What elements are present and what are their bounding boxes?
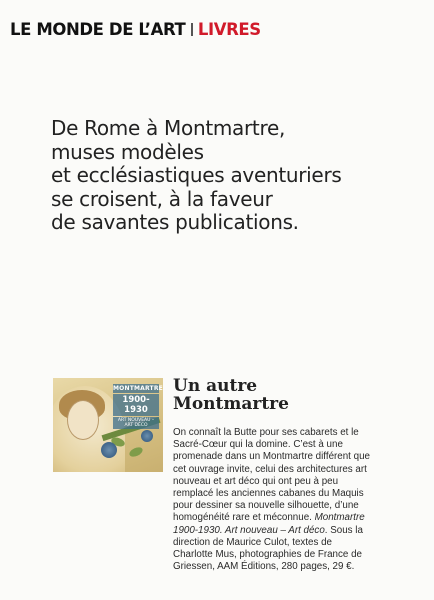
body-text: . Sous la — [324, 524, 363, 536]
body-line — [173, 500, 413, 512]
body-text: On connaît la Butte pour ses cabarets et le — [173, 427, 359, 438]
article-title-line: Montmartre — [173, 394, 289, 414]
cover-leaf — [128, 445, 144, 458]
body-text: Charlotte Mus, photographies de France de — [173, 549, 362, 561]
book-cover-image — [53, 378, 163, 472]
body-line — [173, 427, 413, 439]
lead-line: et ecclésiastiques aventuriers — [51, 163, 342, 187]
lead-line: de savantes publications. — [51, 210, 299, 234]
lead-paragraph — [51, 117, 411, 235]
book-title-italic: 1900-1930. Art nouveau – Art déco — [173, 524, 325, 536]
lead-line: muses modèles — [51, 139, 204, 164]
body-line — [173, 451, 413, 463]
body-text: Sacré-Cœur qui la domine. C’est à une — [173, 439, 343, 451]
body-text: direction de Maurice Culot, textes de — [173, 536, 333, 548]
cover-title-line2: 1900-1930 — [113, 394, 159, 416]
article-title-line: Un autre — [173, 376, 258, 396]
body-line — [173, 439, 413, 451]
body-line — [173, 464, 413, 476]
article-body — [173, 427, 413, 573]
body-text: nouveau et art déco qui ont peu à peu — [173, 475, 339, 487]
body-line — [173, 512, 413, 524]
body-line — [173, 537, 413, 549]
body-text: Griessen, AAM Éditions, 280 pages, 29 €. — [173, 561, 355, 573]
cover-title-line3: ART NOUVEAU – ART DÉCO — [113, 417, 159, 429]
section-header — [10, 20, 261, 40]
book-title-italic: Montmartre — [314, 512, 365, 524]
body-text: remplacé les anciennes cabanes du Maquis — [173, 488, 364, 500]
article-title — [173, 377, 403, 413]
section-label: LIVRES — [197, 20, 261, 39]
rubric-label: LE MONDE DE L’ART — [10, 20, 186, 39]
lead-line: se croisent, à la faveur — [51, 186, 273, 211]
body-line — [173, 488, 413, 500]
cover-flower — [141, 430, 153, 442]
cover-title-block — [113, 384, 163, 429]
lead-line: De Rome à Montmartre, — [51, 116, 286, 140]
body-text: promenade dans un Montmartre différent que — [173, 451, 370, 463]
body-line — [173, 561, 413, 573]
body-text: homogénéité rare et méconnue. — [173, 512, 315, 524]
body-line — [173, 525, 413, 537]
header-separator — [191, 23, 193, 36]
cover-figure-face — [67, 400, 99, 440]
body-line — [173, 549, 413, 561]
body-text: cet ouvrage invite, celui des architectures art — [173, 463, 367, 475]
cover-title-line1: MONTMARTRE — [113, 385, 163, 392]
body-text: pour dessiner sa nouvelle silhouette, d’une — [173, 500, 359, 512]
body-line — [173, 476, 413, 488]
cover-flower — [101, 442, 117, 458]
